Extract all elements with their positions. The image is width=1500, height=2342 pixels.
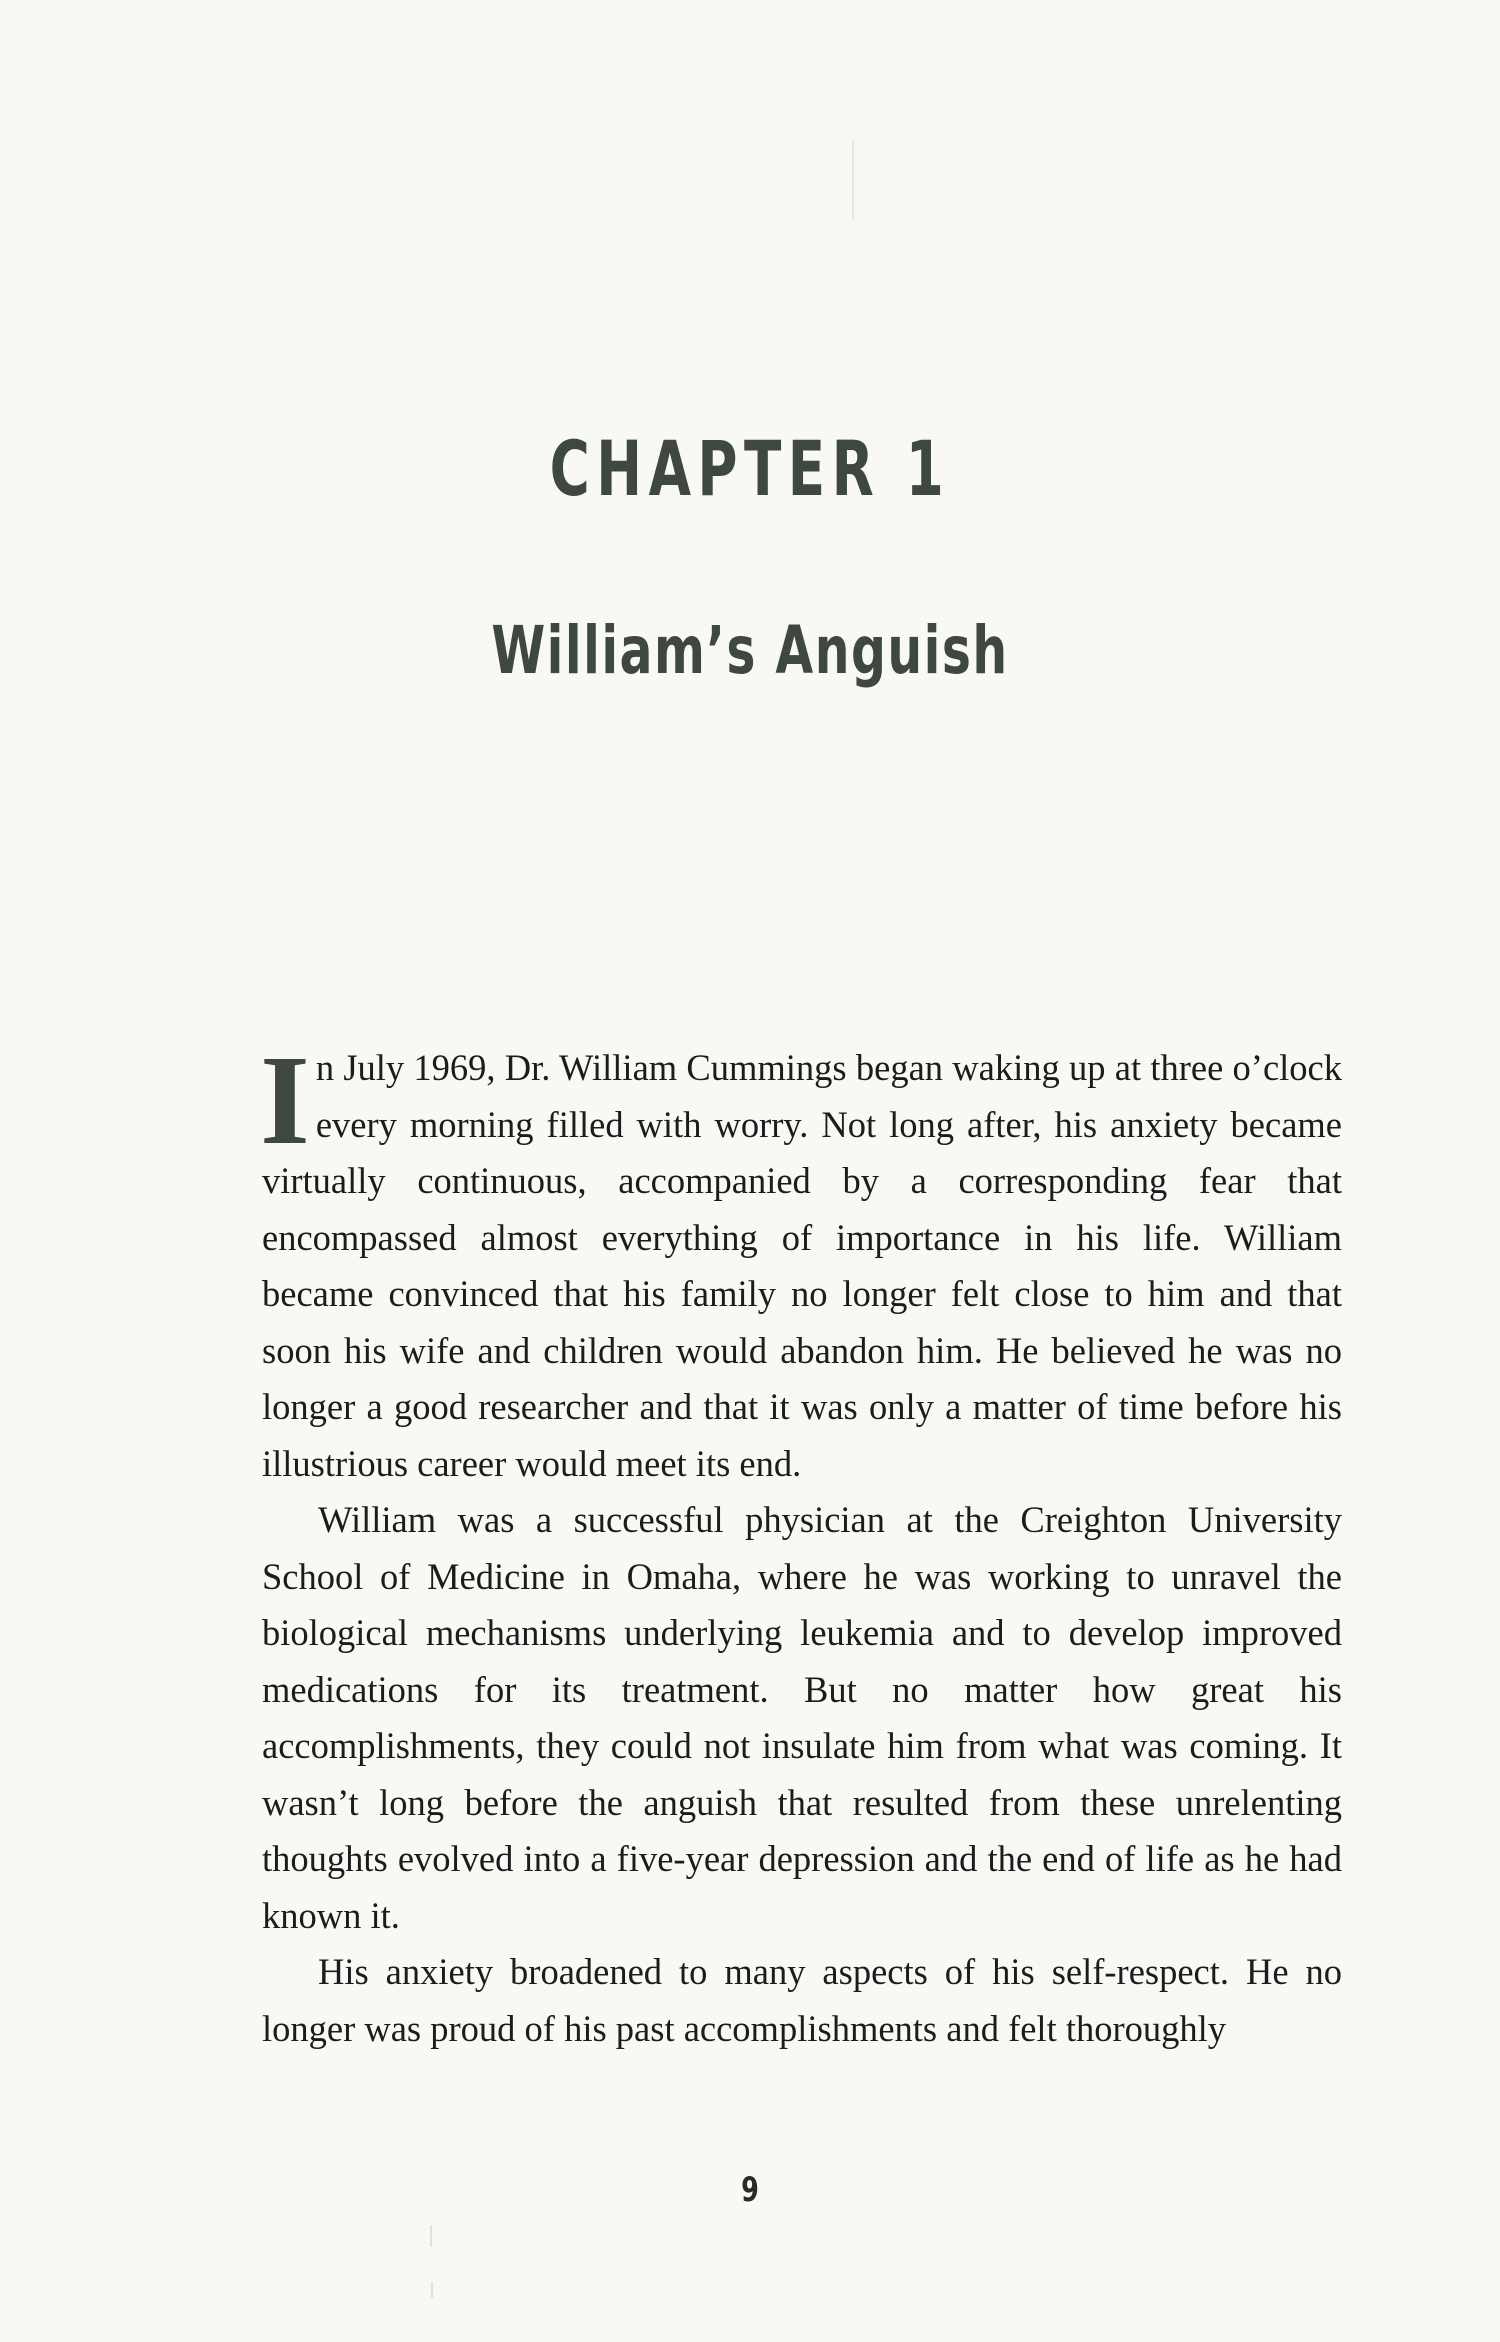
- paragraph-3: His anxiety broadened to many aspects of his self-respect. He no longer was proud of his past accomplishments and felt thoroughly: [262, 1951, 1342, 2049]
- paragraph-1-text: n July 1969, Dr. William Cummings began waking up at three o’clock every morning filled with worry. Not long after, his anxiety became virtually continuous, accompanied by a corresponding fear that encompassed almost everything of importance in his life. William became convinced that his family no longer felt close to him and that soon his wife and children would abandon him. He believed he was no longer a good researcher and that it was only a matter of time before his illustrious career would meet its end.: [262, 1047, 1342, 1484]
- paragraph-1: [260, 1029, 1342, 1492]
- page-number: 9: [741, 2170, 759, 2210]
- chapter-title: William’s Anguish: [491, 612, 1009, 689]
- scan-speck: [431, 2282, 433, 2298]
- chapter-body: [260, 1029, 1342, 2057]
- paragraph-2: William was a successful physician at the Creighton University School of Medicine in Omaha, where he was working to unravel the biological mechanisms underlying leukemia and to develop improved medications for its treatment. But no matter how great his accomplishments, they could not insulate him from what was coming. It wasn’t long before the anguish that resulted from these unrelenting thoughts evolved into a five-year depression and the end of life as he had known it.: [262, 1499, 1342, 1936]
- chapter-label: CHAPTER 1: [549, 424, 951, 513]
- drop-cap: I: [260, 1029, 310, 1171]
- scan-speck: [430, 2225, 432, 2247]
- scan-speck: [852, 140, 854, 220]
